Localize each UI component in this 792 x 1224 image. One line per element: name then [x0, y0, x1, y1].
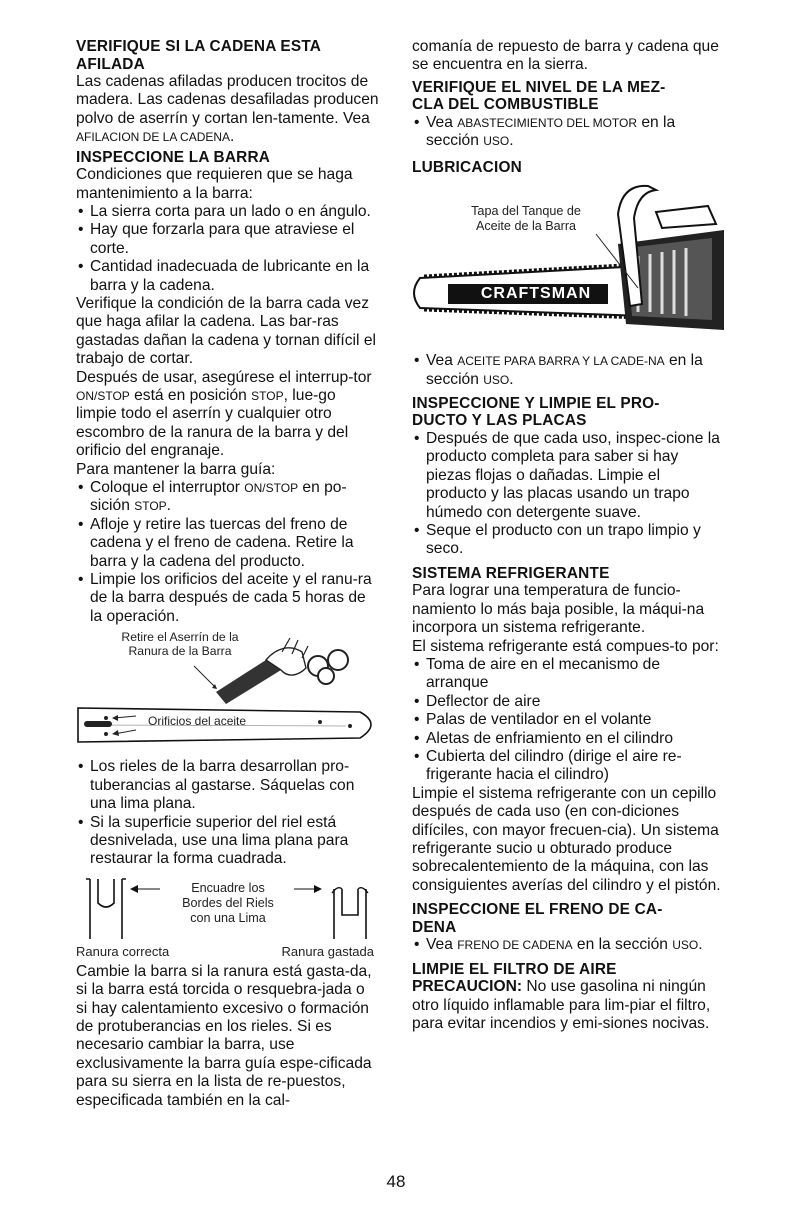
conditions-list — [76, 203, 380, 295]
intro-text: Para mantener la barra guía: — [76, 460, 276, 478]
section-check-chain-sharp — [76, 38, 380, 147]
square-rails-caption: Encuadre los Bordes del Riels con una Lima — [182, 880, 274, 925]
brand-logo: CRAFTSMAN — [480, 285, 592, 303]
list-item: • Toma de aire en el mecanismo de arranque — [412, 656, 724, 693]
right-column — [412, 38, 724, 1033]
list-item: • Limpie los orificios del aceite y el ranu-ra de la barra después de cada 5 horas de la operación. — [76, 571, 380, 626]
section-body: Las cadenas afiladas producen trocitos de madera. Las cadenas desafiladas producen polvo de aserrín y cortan len-tamente. Vea AFILACION DE LA CADENA. — [76, 73, 379, 146]
bar-cleaning-figure — [76, 630, 380, 758]
oil-holes-label: Orificios del aceite — [148, 714, 247, 729]
section-chain-brake — [412, 901, 724, 954]
figure-caption: Retire el Aserrín de la Ranura de la Barra — [121, 630, 239, 659]
list-item: • Aletas de enfriamiento en el cilindro — [412, 730, 724, 748]
section-cooling — [412, 565, 724, 895]
section-title: LIMPIE EL FILTRO DE AIRE — [412, 960, 617, 978]
paragraph: Verifique la condición de la barra cada vez que haga afilar la cadena. Las bar-ras gastadas dañan la cadena y tornan difícil el trabajo de cortar. — [76, 294, 376, 368]
list-item: • Palas de ventilador en el volante — [412, 711, 724, 729]
section-title: VERIFIQUE SI LA CADENA ESTA AFILADA — [76, 38, 322, 73]
list-item: • Afloje y retire las tuercas del freno de cadena y el freno de cadena. Retire la barra y la cadena del producto. — [76, 516, 380, 571]
lube-list — [412, 352, 724, 389]
list-item: • Vea FRENO DE CADENA en la sección USO. — [412, 936, 724, 954]
list-item: • Cubierta del cilindro (dirige el aire re-frigerante hacia el cilindro) — [412, 748, 724, 785]
worn-groove-label: Ranura gastada — [281, 943, 374, 959]
list-item: • Coloque el interruptor ON/STOP en po-sición STOP. — [76, 479, 380, 516]
list-item: • Cantidad inadecuada de lubricante en la barra y la cadena. — [76, 258, 380, 295]
list-item: • Vea ACEITE PARA BARRA Y LA CADE-NA en la sección USO. — [412, 352, 724, 389]
list-item: • Después de que cada uso, inspec-cione la producto completa para saber si hay piezas flojas o dañadas. Limpie el producto y las placas usando un trapo húmedo con detergente suave. — [412, 430, 724, 522]
paragraph: Después de usar, asegúrese el interrup-tor ON/STOP está en posición STOP, lue-go limpie todo el aserrín y cualquier otro escombro de la ranura de la barra y del orificio del engranaje. — [76, 368, 372, 460]
left-column — [76, 38, 380, 1110]
section-title: INSPECCIONE LA BARRA — [76, 148, 271, 166]
caution-label: PRECAUCION: — [412, 978, 523, 996]
section-title: INSPECCIONE EL FRENO DE CA- DENA — [412, 901, 663, 936]
section-title: INSPECCIONE Y LIMPIE EL PRO- DUCTO Y LAS PLACAS — [412, 394, 660, 430]
list-item: • La sierra corta para un lado o en ángulo. — [76, 203, 380, 221]
continued-text: comanía de repuesto de barra y cadena que se encuentra en la sierra. — [412, 38, 719, 74]
intro-text: Condiciones que requieren que se haga mantenimiento a la barra: — [76, 166, 353, 202]
list-item: • Vea ABASTECIMIENTO DEL MOTOR en la sección USO. — [412, 114, 724, 151]
paragraph: Para lograr una temperatura de funcio-namiento lo más baja posible, la máqui-na incorpora un sistema refrigerante. — [412, 582, 705, 637]
paragraph: El sistema refrigerante está compues-to por: — [412, 637, 719, 655]
paragraph: Limpie el sistema refrigerante con un cepillo después de cada uso (en con-diciones difíciles, con mayor frecuen-cia). Un sistema refrigerante sucio u obturado produce sobrecalentemiento de la máquina, con las consiguientes averías del cilindro y el pistón. — [412, 784, 721, 894]
list-item: • Los rieles de la barra desarrollan pro-tuberancias al gastarse. Sáquelas con una lima plana. — [76, 758, 380, 813]
section-title: LUBRICACION — [412, 158, 522, 176]
list-item: • Hay que forzarla para que atraviese el corte. — [76, 221, 380, 258]
inspect-list — [412, 430, 724, 559]
list-item: • Deflector de aire — [412, 693, 724, 711]
replace-bar-paragraph: Cambie la barra si la ranura está gasta-da, si la barra está torcida o resquebra-jada o si hay calentamiento excesivo o formación de protuberancias en los rieles. Si es necesario cambiar la barra, use exclusivamente la barra guía espe-cificada para su sierra en la lista de re-puestos, especificada también en la cal- — [76, 962, 372, 1109]
section-title: SISTEMA REFRIGERANTE — [412, 564, 610, 582]
section-fuel-level — [412, 79, 724, 151]
cooling-list — [412, 656, 724, 785]
section-inspect-bar — [76, 149, 380, 627]
rail-groove-figure — [76, 875, 380, 961]
section-inspect-clean — [412, 395, 724, 559]
chainsaw-figure — [412, 184, 724, 348]
section-lubrication — [412, 159, 724, 389]
oil-cap-caption: Tapa del Tanque de Aceite de la Barra — [471, 204, 581, 234]
list-item: • Seque el producto con un trapo limpio y seco. — [412, 522, 724, 559]
section-air-filter — [412, 961, 724, 1034]
correct-groove-label: Ranura correcta — [76, 943, 170, 959]
maintain-list — [76, 479, 380, 626]
brake-list — [412, 936, 724, 954]
section-title: VERIFIQUE EL NIVEL DE LA MEZ- CLA DEL COMBUSTIBLE — [412, 78, 666, 114]
fuel-list — [412, 114, 724, 151]
caution-paragraph: PRECAUCION: No use gasolina ni ningún otro líquido inflamable para lim-piar el filtro, para evitar incendios y emi-siones nocivas. — [412, 978, 711, 1032]
page-number: 48 — [386, 1172, 406, 1191]
rails-list — [76, 758, 380, 868]
list-item: • Si la superficie superior del riel está desnivelada, use una lima plana para restaurar la forma cuadrada. — [76, 814, 380, 869]
